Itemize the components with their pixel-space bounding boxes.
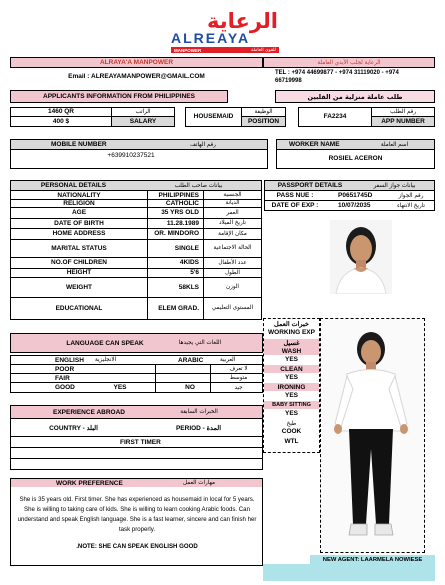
personal-row-value: 35 YRS OLD bbox=[161, 209, 199, 216]
personal-title-ar: بيانات صاحب الطلب bbox=[136, 181, 261, 190]
personal-row-ar: تاريخ الميلاد bbox=[219, 220, 246, 226]
skill-clean-value: YES bbox=[284, 374, 298, 381]
language-level-english bbox=[100, 365, 140, 373]
experience-country: COUNTRY - البلد bbox=[49, 425, 98, 432]
language-level-english bbox=[100, 374, 140, 382]
agency-name-ar: الرعاية لجلب الأيدي العاملة bbox=[263, 57, 435, 68]
agency-name-en: ALRAYA'A MANPOWER bbox=[10, 57, 263, 68]
worker-face-photo bbox=[330, 220, 392, 294]
experience-first-timer: FIRST TIMER bbox=[120, 438, 161, 446]
skill-babysitting-label: BABY SITTING bbox=[264, 401, 319, 409]
skill-clean-label: CLEAN bbox=[264, 365, 319, 373]
personal-row-ar: الحالة الاجتماعية bbox=[213, 244, 252, 251]
worker-label-ar: اسم العاملة bbox=[355, 140, 434, 149]
personal-row-value: SINGLE bbox=[174, 244, 199, 252]
language-level-label: POOR bbox=[55, 365, 75, 373]
language-level-arabic: NO bbox=[185, 384, 195, 391]
language-level-ar: لا تعرف bbox=[229, 366, 248, 372]
language-level-arabic bbox=[170, 374, 210, 382]
app-number-value: FA2234 bbox=[323, 113, 347, 120]
personal-row-label: HEIGHT bbox=[66, 269, 92, 276]
personal-row-value: ELEM GRAD. bbox=[158, 304, 199, 312]
passport-title-ar: بيانات جواز السفر bbox=[355, 181, 434, 190]
skill-wash-value: YES bbox=[284, 356, 298, 363]
footer-band bbox=[263, 564, 435, 581]
personal-row-label: NO.OF CHILDREN bbox=[51, 259, 107, 266]
personal-row-ar: العمر bbox=[226, 209, 239, 216]
language-level-ar: متوسط bbox=[229, 375, 248, 381]
passport-title: PASSPORT DETAILS bbox=[265, 181, 355, 190]
personal-row-value: CATHOLIC bbox=[165, 199, 199, 207]
skill-babysitting-value: YES bbox=[284, 410, 298, 417]
personal-row-value: 4KIDS bbox=[179, 259, 199, 266]
passport-no-label: PASS NUE : bbox=[276, 192, 314, 199]
worker-value: ROSIEL ACERON bbox=[328, 154, 383, 162]
worker-label: WORKER NAME bbox=[277, 140, 355, 149]
passport-exp-value: 10/07/2035 bbox=[338, 202, 371, 209]
personal-row-ar: الديانة bbox=[225, 200, 240, 206]
agency-tel: TEL : +974 44699877 - +974 31119020 - +974 66719998 bbox=[275, 69, 399, 84]
mobile-value: +639910237521 bbox=[107, 151, 155, 159]
personal-row-value: 11.28.1989 bbox=[166, 219, 199, 227]
personal-row-label: MARITAL STATUS bbox=[51, 244, 107, 252]
passport-no-ar: رقم الجواز bbox=[398, 192, 424, 199]
logo-tagline-ar: للقوى العاملة bbox=[251, 47, 276, 53]
footer-agent: NEW AGENT: LAARMELA NOWIESE bbox=[310, 555, 435, 564]
summary-note: .NOTE: SHE CAN SPEAK ENGLISH GOOD bbox=[76, 543, 198, 550]
language-level-arabic bbox=[170, 365, 210, 373]
salary-usd: 400 $ bbox=[52, 118, 70, 125]
language-level-label: GOOD bbox=[55, 384, 75, 391]
personal-row-value: 5'6 bbox=[190, 269, 199, 276]
personal-row-value: 58KLS bbox=[178, 283, 199, 291]
skills-title: WORKING EXP bbox=[268, 328, 315, 336]
skill-wash-ar: غسيل bbox=[264, 339, 319, 347]
applicants-info-title-ar: طلب عاملة منزلية من الفلبين bbox=[275, 90, 435, 103]
salary-label: SALARY bbox=[112, 117, 174, 126]
app-number-label-ar: رقم الطلب bbox=[389, 108, 417, 115]
skill-cook-ar: طبخ bbox=[286, 420, 297, 427]
experience-period: PERIOD - المدة bbox=[175, 425, 222, 432]
worker-full-photo bbox=[320, 318, 425, 553]
personal-title: PERSONAL DETAILS bbox=[11, 181, 136, 190]
summary-text: She is 35 years old. First timer. She has experienced as housemaid in local for 5 years. She is willing to taking care of kids. She is willing to learn cooking Arabic foods. Can understand and speak English language. She is a fast learner, sincere and can finish her task properly. bbox=[17, 496, 257, 533]
language-title: LANGUAGE CAN SPEAK bbox=[66, 339, 144, 347]
skill-wash-label: WASH bbox=[264, 347, 319, 355]
experience-title: EXPERIENCE ABROAD bbox=[11, 406, 136, 418]
logo-arabic: الرعاية bbox=[207, 9, 278, 33]
logo-tagline: MANPOWER bbox=[174, 47, 202, 53]
personal-row-label: RELIGION bbox=[63, 199, 95, 207]
experience-title-ar: الخبرات السابقة bbox=[136, 406, 262, 418]
language-english-ar: الانجليزية bbox=[95, 357, 117, 363]
personal-row-label: EDUCATIONAL bbox=[55, 304, 103, 312]
position-value: HOUSEMAID bbox=[193, 113, 234, 120]
skills-title-ar: خبرات العمل bbox=[274, 321, 309, 328]
personal-row-ar: الوزن bbox=[226, 284, 239, 290]
salary-qr: 1460 QR bbox=[47, 108, 75, 115]
language-level-ar: جيد bbox=[234, 384, 243, 391]
mobile-label: MOBILE NUMBER bbox=[11, 140, 139, 149]
logo-bar bbox=[171, 47, 279, 53]
personal-row-label: HOME ADDRESS bbox=[52, 230, 106, 237]
language-english: ENGLISH bbox=[55, 356, 84, 364]
personal-row-value: OR. MINDORO bbox=[154, 230, 199, 237]
salary-label-ar: الراتب bbox=[135, 108, 151, 115]
applicants-info-title: APPLICANTS INFORMATION FROM PHILIPPINES bbox=[10, 90, 228, 103]
mobile-label-ar: رقم الهاتف bbox=[139, 140, 267, 149]
logo bbox=[165, 10, 280, 54]
personal-row-label: WEIGHT bbox=[66, 283, 92, 291]
language-level-english: YES bbox=[113, 384, 127, 391]
agency-email: Email : ALREAYAMANPOWER@GMAIL.COM bbox=[68, 72, 205, 80]
language-arabic-ar: العربية bbox=[220, 357, 236, 363]
personal-row-ar: المستوى التعليمي bbox=[211, 304, 254, 311]
skill-ironing-value: YES bbox=[284, 392, 298, 399]
app-number-label: APP NUMBER bbox=[372, 117, 434, 126]
personal-row-ar: الجنسية bbox=[223, 192, 242, 198]
personal-row-label: NATIONALITY bbox=[57, 191, 101, 199]
work-preference-title-ar: مهارات العمل bbox=[136, 479, 262, 487]
personal-row-ar: عدد الأطفال bbox=[218, 259, 247, 266]
passport-exp-label: DATE OF EXP : bbox=[271, 202, 319, 209]
skill-cook-label: COOK bbox=[281, 427, 302, 435]
language-level-label: FAIR bbox=[55, 374, 70, 382]
passport-no-value: P0651745D bbox=[338, 192, 373, 199]
skill-wtl: WTL bbox=[284, 438, 299, 445]
position-label: POSITION bbox=[242, 117, 285, 126]
language-title-ar: اللغات التي يجيدها bbox=[178, 340, 222, 346]
language-arabic: ARABIC bbox=[178, 356, 204, 364]
personal-row-label: AGE bbox=[71, 209, 87, 216]
personal-row-value: PHILIPPINES bbox=[158, 191, 199, 199]
passport-exp-ar: تاريخ الانتهاء bbox=[397, 202, 425, 209]
work-preference-title: WORK PREFERENCE bbox=[11, 479, 136, 487]
personal-row-label: DATE OF BIRTH bbox=[54, 219, 104, 227]
logo-latin: ALREAYA bbox=[171, 30, 251, 46]
personal-row-ar: مكان الإقامة bbox=[218, 230, 247, 237]
personal-row-ar: الطول bbox=[225, 269, 240, 276]
position-label-ar: الوظيفة bbox=[254, 108, 273, 115]
skill-ironing-label: IRONING bbox=[264, 383, 319, 391]
